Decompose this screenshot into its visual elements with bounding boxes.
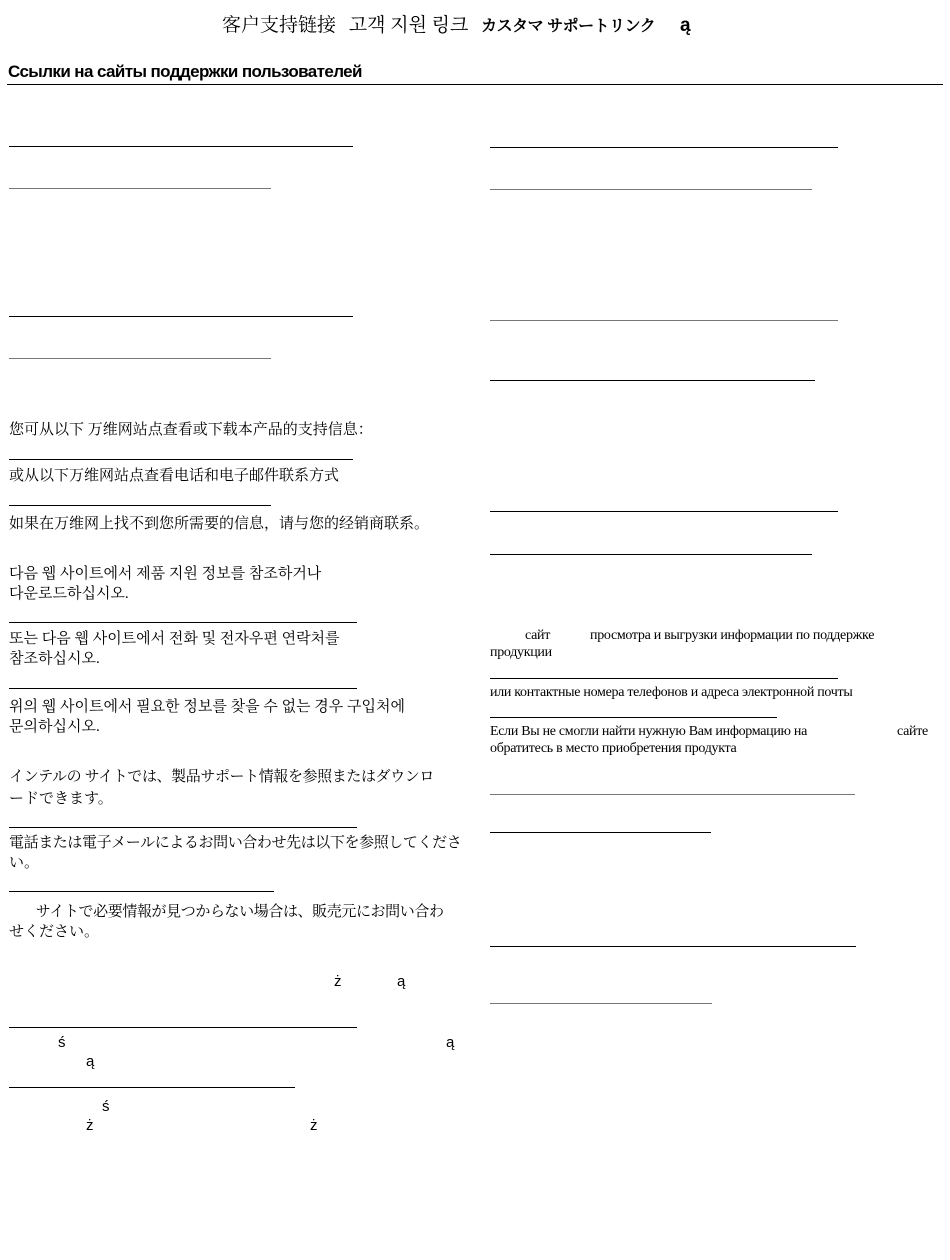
support-text-pl-3a: ś [102, 1098, 110, 1115]
link-underline[interactable] [9, 358, 271, 359]
link-underline[interactable] [490, 554, 812, 555]
support-text-ko-2b: 참조하십시오. [9, 651, 100, 667]
link-underline[interactable] [490, 678, 838, 679]
link-underline[interactable] [490, 320, 838, 321]
support-text-ja-2b: い。 [9, 855, 40, 871]
support-text-ko-3b: 문의하십시오. [9, 719, 100, 735]
link-underline[interactable] [490, 511, 838, 512]
page-title [222, 10, 699, 37]
heading-divider [7, 84, 943, 85]
section-heading: Ссылки на сайты поддержки пользователей [8, 62, 362, 81]
link-underline[interactable] [490, 147, 838, 148]
link-underline[interactable] [490, 946, 856, 947]
link-underline[interactable] [9, 188, 271, 189]
link-underline[interactable] [9, 505, 271, 506]
title-korean: 고객 지원 링크 [348, 15, 469, 36]
support-text-ru-2: или контактные номера телефонов и адреса электронной почты [490, 685, 853, 700]
link-underline[interactable] [9, 1027, 357, 1028]
link-underline[interactable] [9, 827, 357, 828]
link-underline[interactable] [9, 688, 357, 689]
support-text-zh-2: 或从以下万维网站点查看电话和电子邮件联系方式 [9, 468, 340, 484]
support-text-zh-3: 如果在万维网上找不到您所需要的信息，请与您的经销商联系。 [9, 516, 430, 532]
support-text-ru-1b: просмотра и выгрузки информации по поддержке [590, 628, 875, 643]
support-text-ko-1a: 다음 웹 사이트에서 제품 지원 정보를 참조하거나 [9, 566, 322, 582]
link-underline[interactable] [490, 832, 711, 833]
support-text-pl-2b: ą [446, 1034, 455, 1051]
support-text-ko-2a: 또는 다음 웹 사이트에서 전화 및 전자우편 연락처를 [9, 631, 340, 647]
support-text-pl-2c: ą [86, 1053, 95, 1070]
support-text-pl-3c: ż [310, 1117, 318, 1134]
support-text-pl-1b: ą [397, 973, 406, 990]
support-text-ko-3a: 위의 웹 사이트에서 필요한 정보를 찾을 수 없는 경우 구입처에 [9, 699, 406, 715]
support-text-ru-3a: Если Вы не смогли найти нужную Вам информацию на [490, 724, 807, 739]
support-text-ru-3c: обратитесь в место приобретения продукта [490, 741, 737, 756]
support-text-ja-1a: インテルの サイトでは、製品サポート情報を参照またはダウンロ [9, 769, 434, 785]
link-underline[interactable] [490, 794, 855, 795]
link-underline[interactable] [9, 1087, 295, 1088]
link-underline[interactable] [9, 622, 357, 623]
support-text-ja-3b: せください。 [9, 924, 100, 940]
link-underline[interactable] [490, 717, 777, 718]
link-underline[interactable] [9, 146, 353, 147]
title-chinese: 客户支持链接 [222, 15, 337, 36]
link-underline[interactable] [490, 1003, 712, 1004]
support-text-ru-3b: сайте [897, 724, 928, 739]
support-text-ru-1c: продукции [490, 645, 552, 660]
support-text-ko-1b: 다운로드하십시오. [9, 586, 129, 602]
support-text-pl-2a: ś [58, 1034, 66, 1051]
support-text-pl-1a: ż [334, 973, 342, 990]
support-text-ru-1a: сайт [525, 628, 551, 643]
link-underline[interactable] [9, 316, 353, 317]
support-text-pl-3b: ż [86, 1117, 94, 1134]
support-text-ja-2a: 電話または電子メールによるお問い合わせ先は以下を参照してくださ [9, 835, 462, 851]
support-text-zh-1: 您可从以下 万维网站点查看或下载本产品的支持信息： [9, 422, 373, 438]
support-text-ja-3a: サイトで必要情報が見つからない場合は、販売元にお問い合わ [9, 904, 444, 920]
title-japanese: カスタマ サポートリンク [481, 18, 656, 35]
link-underline[interactable] [9, 459, 353, 460]
link-underline[interactable] [9, 891, 274, 892]
link-underline[interactable] [490, 189, 812, 190]
link-underline[interactable] [490, 380, 815, 381]
support-text-ja-1b: ードできます。 [9, 791, 113, 807]
title-polish: ą [680, 15, 691, 36]
